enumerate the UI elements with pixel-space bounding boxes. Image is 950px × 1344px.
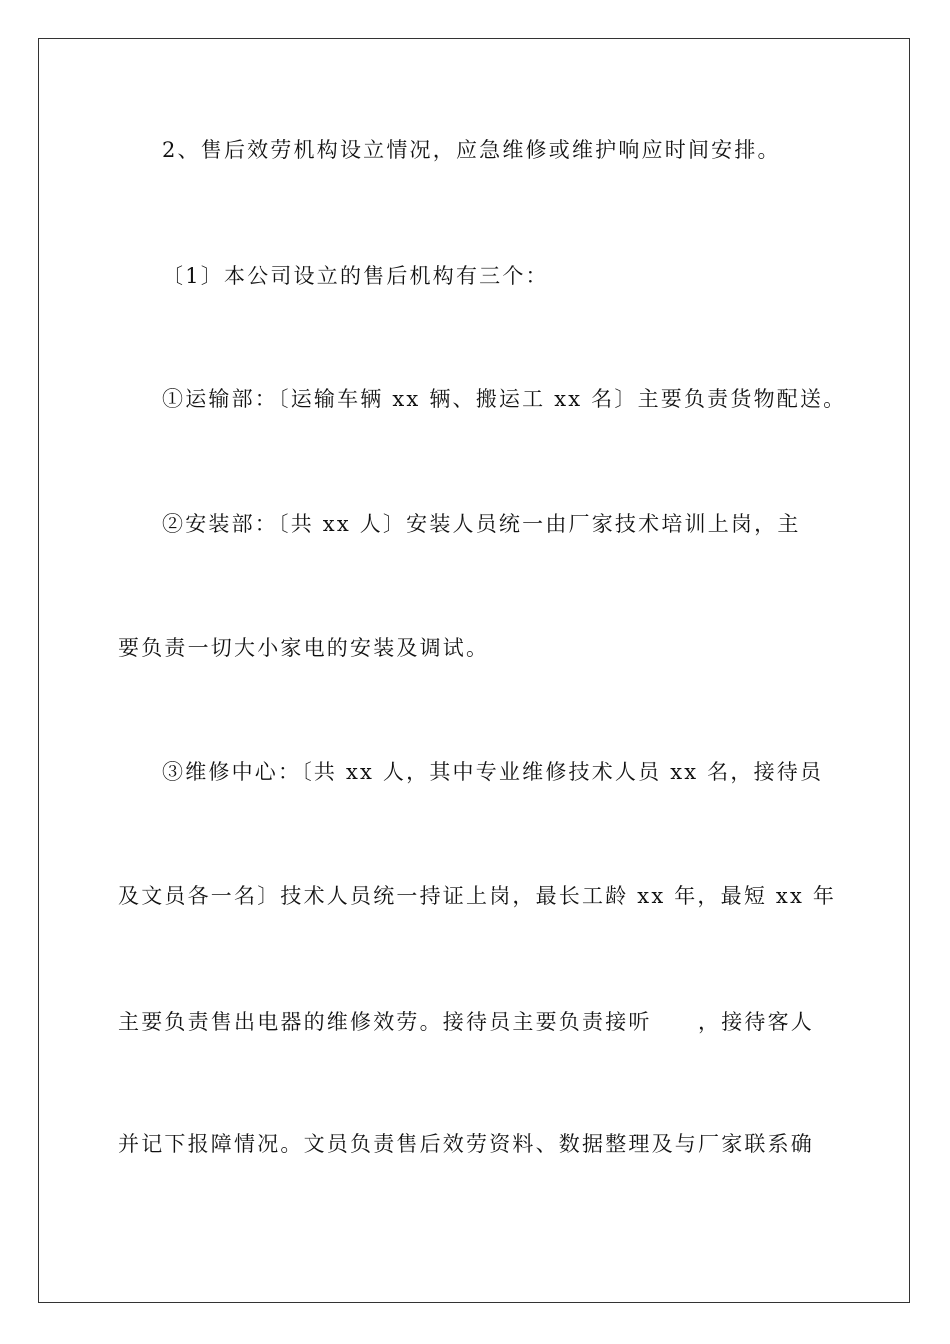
paragraph-line-1: 2、售后效劳机构设立情况，应急维修或维护响应时间安排。 <box>162 138 781 162</box>
paragraph-line-2: 〔1〕本公司设立的售后机构有三个： <box>162 264 549 288</box>
paragraph-line-7: 及文员各一名〕技术人员统一持证上岗，最长工龄 xx 年，最短 xx 年 <box>118 884 837 908</box>
paragraph-line-5: 要负责一切大小家电的安装及调试。 <box>118 636 490 660</box>
page-border <box>38 38 910 1303</box>
paragraph-line-3: ①运输部：〔运输车辆 xx 辆、搬运工 xx 名〕主要负责货物配送。 <box>162 387 847 411</box>
paragraph-line-8: 主要负责售出电器的维修效劳。接待员主要负责接听 ，接待客人 <box>118 1010 814 1034</box>
paragraph-line-6: ③维修中心：〔共 xx 人，其中专业维修技术人员 xx 名，接待员 <box>162 760 824 784</box>
paragraph-line-9: 并记下报障情况。文员负责售后效劳资料、数据整理及与厂家联系确 <box>118 1132 814 1156</box>
paragraph-line-4: ②安装部：〔共 xx 人〕安装人员统一由厂家技术培训上岗，主 <box>162 512 801 536</box>
